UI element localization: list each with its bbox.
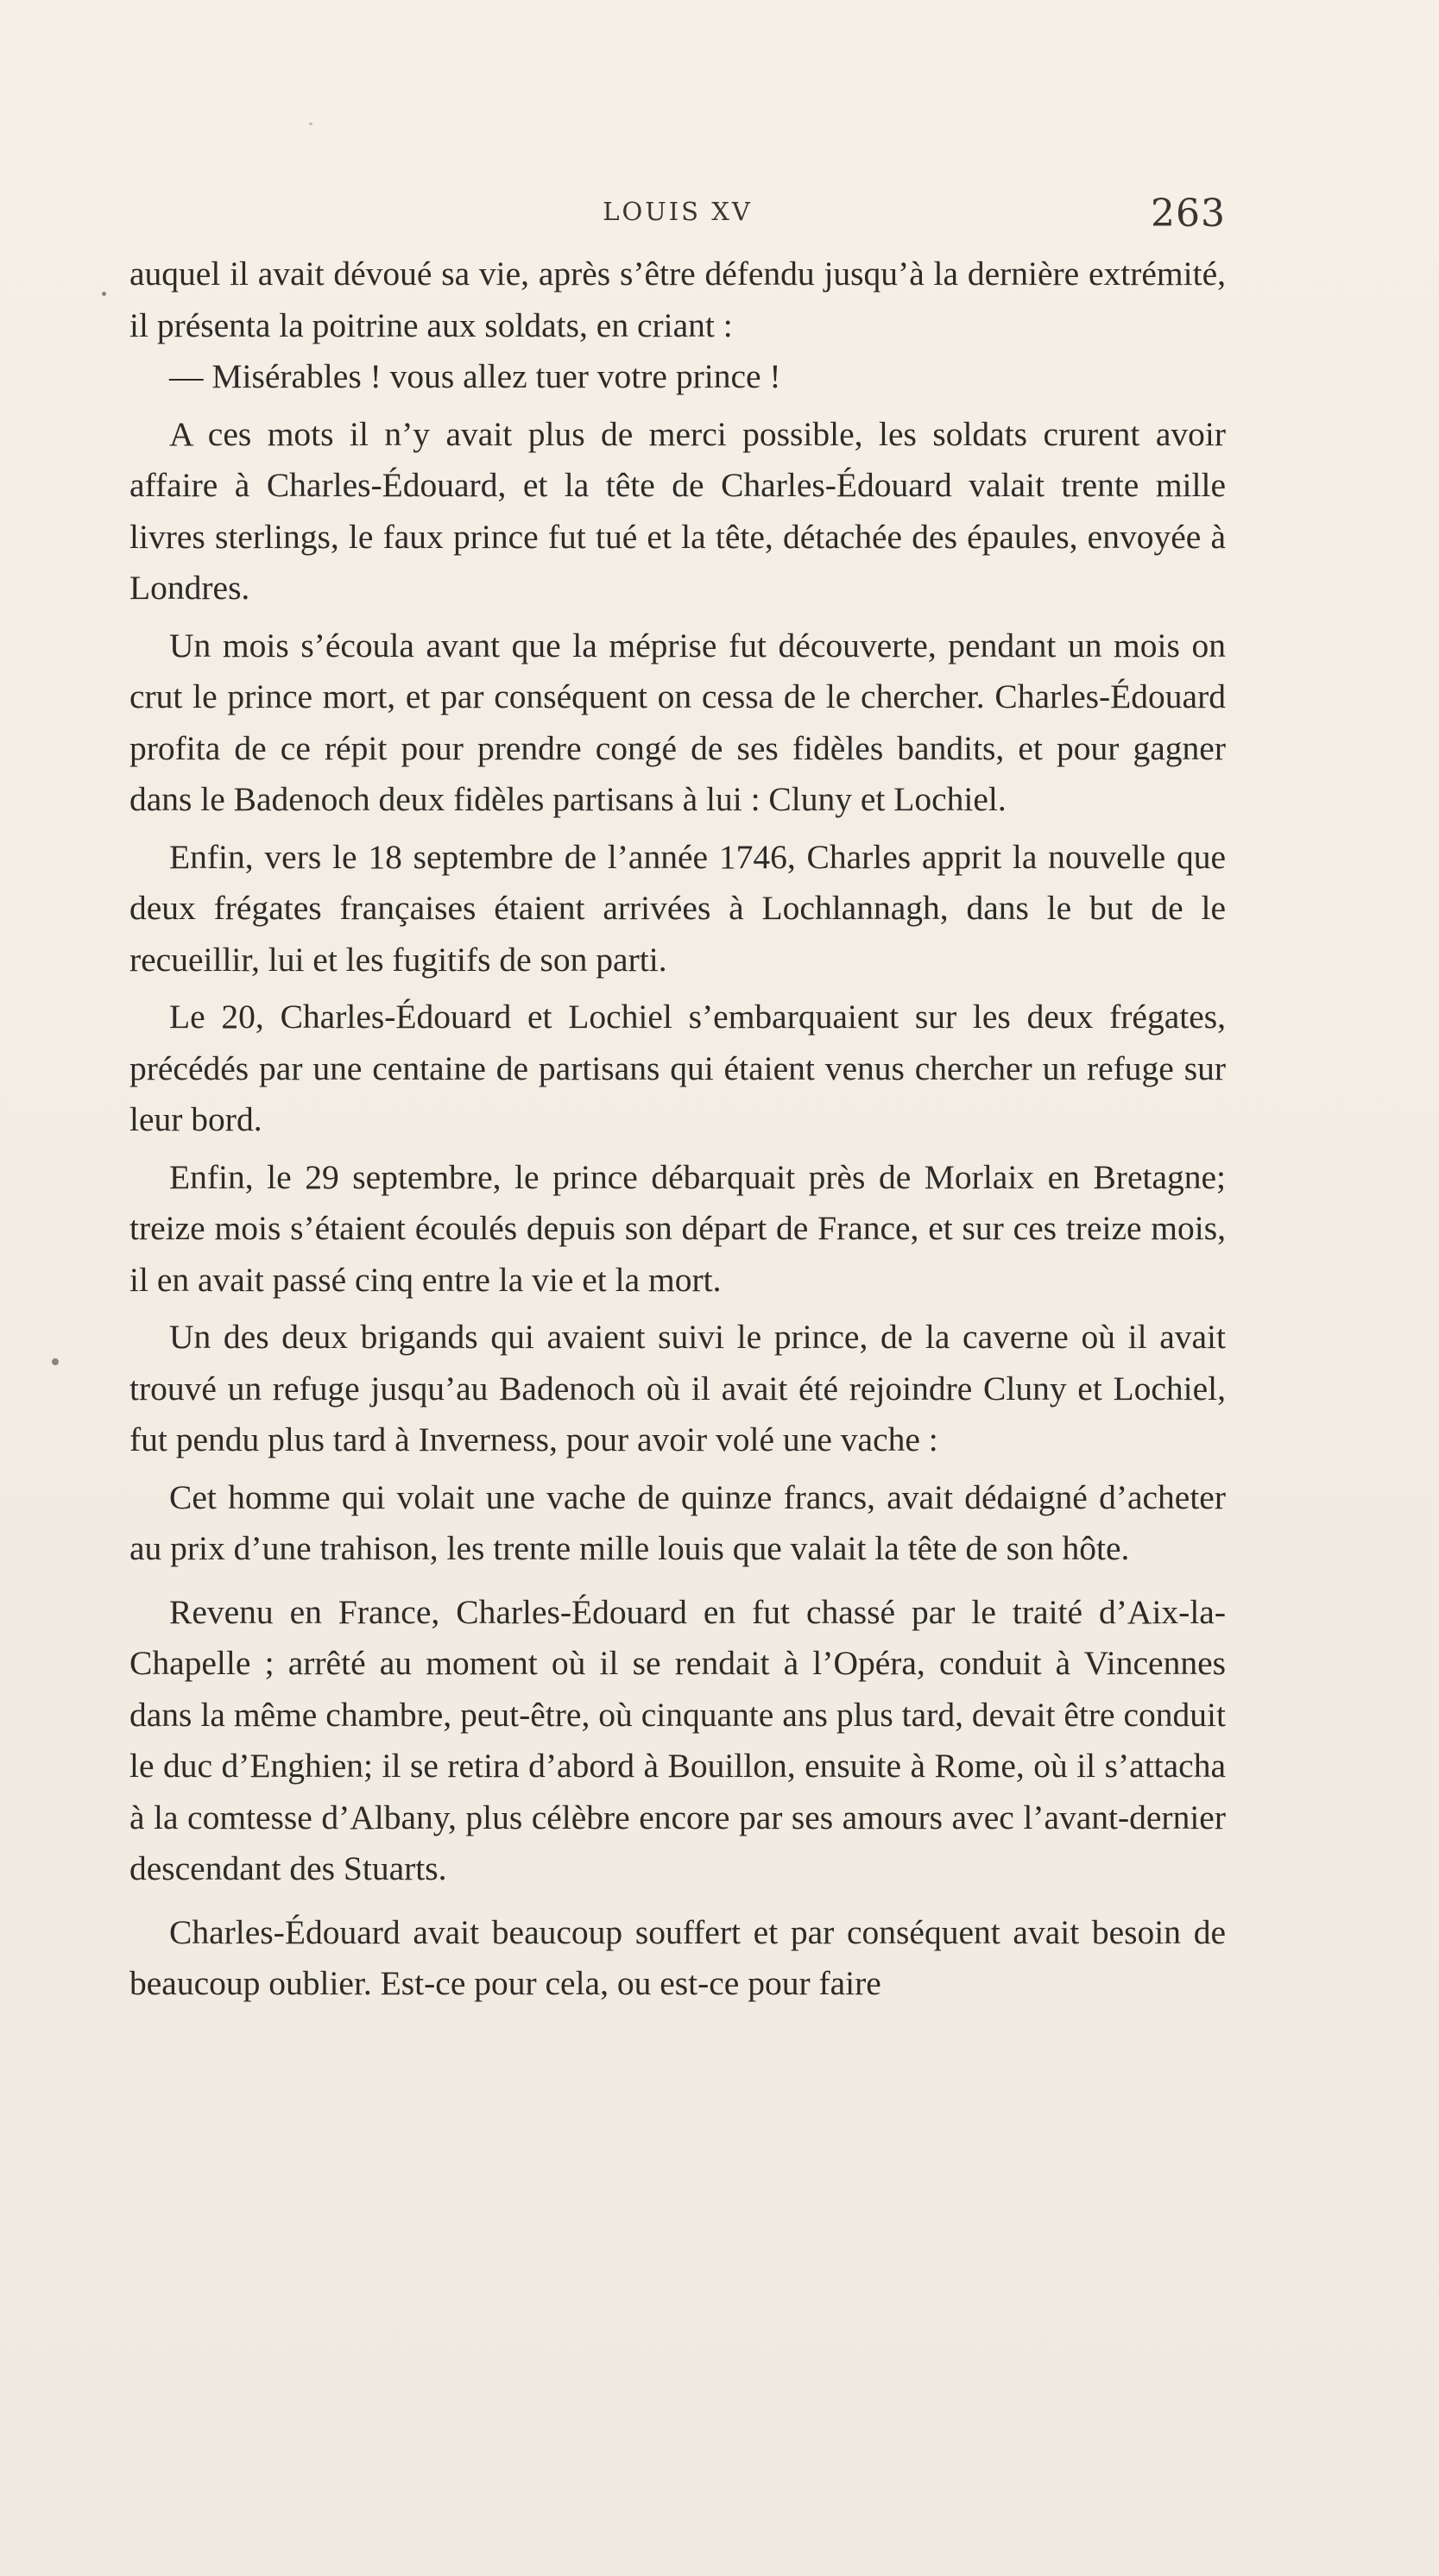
paragraph-10: Revenu en France, Charles-Édouard en fut chassé par le traité d’Aix-la-Chapelle ; arrêté au moment où il se rendait à l’Opéra, conduit à Vincennes dans la même chambre, peut-être, où cinquante ans plus tard, devait être conduit le duc d’Enghien; il se retira d’abord à Bouillon, ensuite à Rome, où il s’attacha à la comtesse d’Albany, plus célèbre encore par ses amours avec l’avant-dernier descendant des Stuarts. bbox=[129, 1592, 1226, 1887]
paragraph-7: Enfin, le 29 septembre, le prince débarquait près de Morlaix en Bretagne; treize mois s’étaient écoulés depuis son départ de France, et sur ces treize mois, il en avait passé cinq entre la vie et la mort. bbox=[129, 1157, 1226, 1299]
paragraph-6: Le 20, Charles-Édouard et Lochiel s’embarquaient sur les deux frégates, précédés par une centaine de partisans qui étaient venus chercher un refuge sur leur bord. bbox=[129, 998, 1226, 1138]
paragraph-8: Un des deux brigands qui avaient suivi le prince, de la caverne où il avait trouvé un refuge jusqu’au Badenoch où il avait été rejoindre Cluny et Lochiel, fut pendu plus tard à Inverness, pour avoir volé une vache : bbox=[129, 1318, 1226, 1458]
paragraph-1: auquel il avait dévoué sa vie, après s’être défendu jusqu’à la dernière extrémité, il présenta la poitrine aux soldats, en criant : bbox=[129, 255, 1226, 344]
paragraph-9: Cet homme qui volait une vache de quinze francs, avait dédaigné d’acheter au prix d’une trahison, les trente mille louis que valait la tête de son hôte. bbox=[129, 1477, 1226, 1567]
paper-speck bbox=[52, 1358, 59, 1365]
paragraph-2: — Misérables ! vous allez tuer votre prince ! bbox=[169, 357, 781, 395]
body-text bbox=[129, 249, 1226, 2010]
running-title: LOUIS XV bbox=[603, 197, 753, 226]
paragraph-5: Enfin, vers le 18 septembre de l’année 1746, Charles apprit la nouvelle que deux frégates françaises étaient arrivées à Lochlannagh, dans le but de le recueillir, lui et les fugitifs de son parti. bbox=[129, 837, 1226, 979]
running-head bbox=[129, 192, 1226, 235]
paragraph-3: A ces mots il n’y avait plus de merci possible, les soldats crurent avoir affaire à Charles-Édouard, et la tête de Charles-Édouard valait trente mille livres sterlings, le faux prince fut tué et la tête, détachée des épaules, envoyée à Londres. bbox=[129, 414, 1226, 607]
paper-speck bbox=[102, 292, 106, 296]
paper-speck bbox=[309, 123, 312, 125]
page-number: 263 bbox=[1151, 192, 1226, 236]
paragraph-4: Un mois s’écoula avant que la méprise fut découverte, pendant un mois on crut le prince mort, et par conséquent on cessa de le chercher. Charles-Édouard profita de ce répit pour prendre congé de ses fidèles bandits, et pour gagner dans le Badenoch deux fidèles partisans à lui : Cluny et Lochiel. bbox=[129, 626, 1226, 818]
paragraph-11: Charles-Édouard avait beaucoup souffert et par conséquent avait besoin de beaucoup oublier. Est-ce pour cela, ou est-ce pour faire bbox=[129, 1912, 1226, 2002]
